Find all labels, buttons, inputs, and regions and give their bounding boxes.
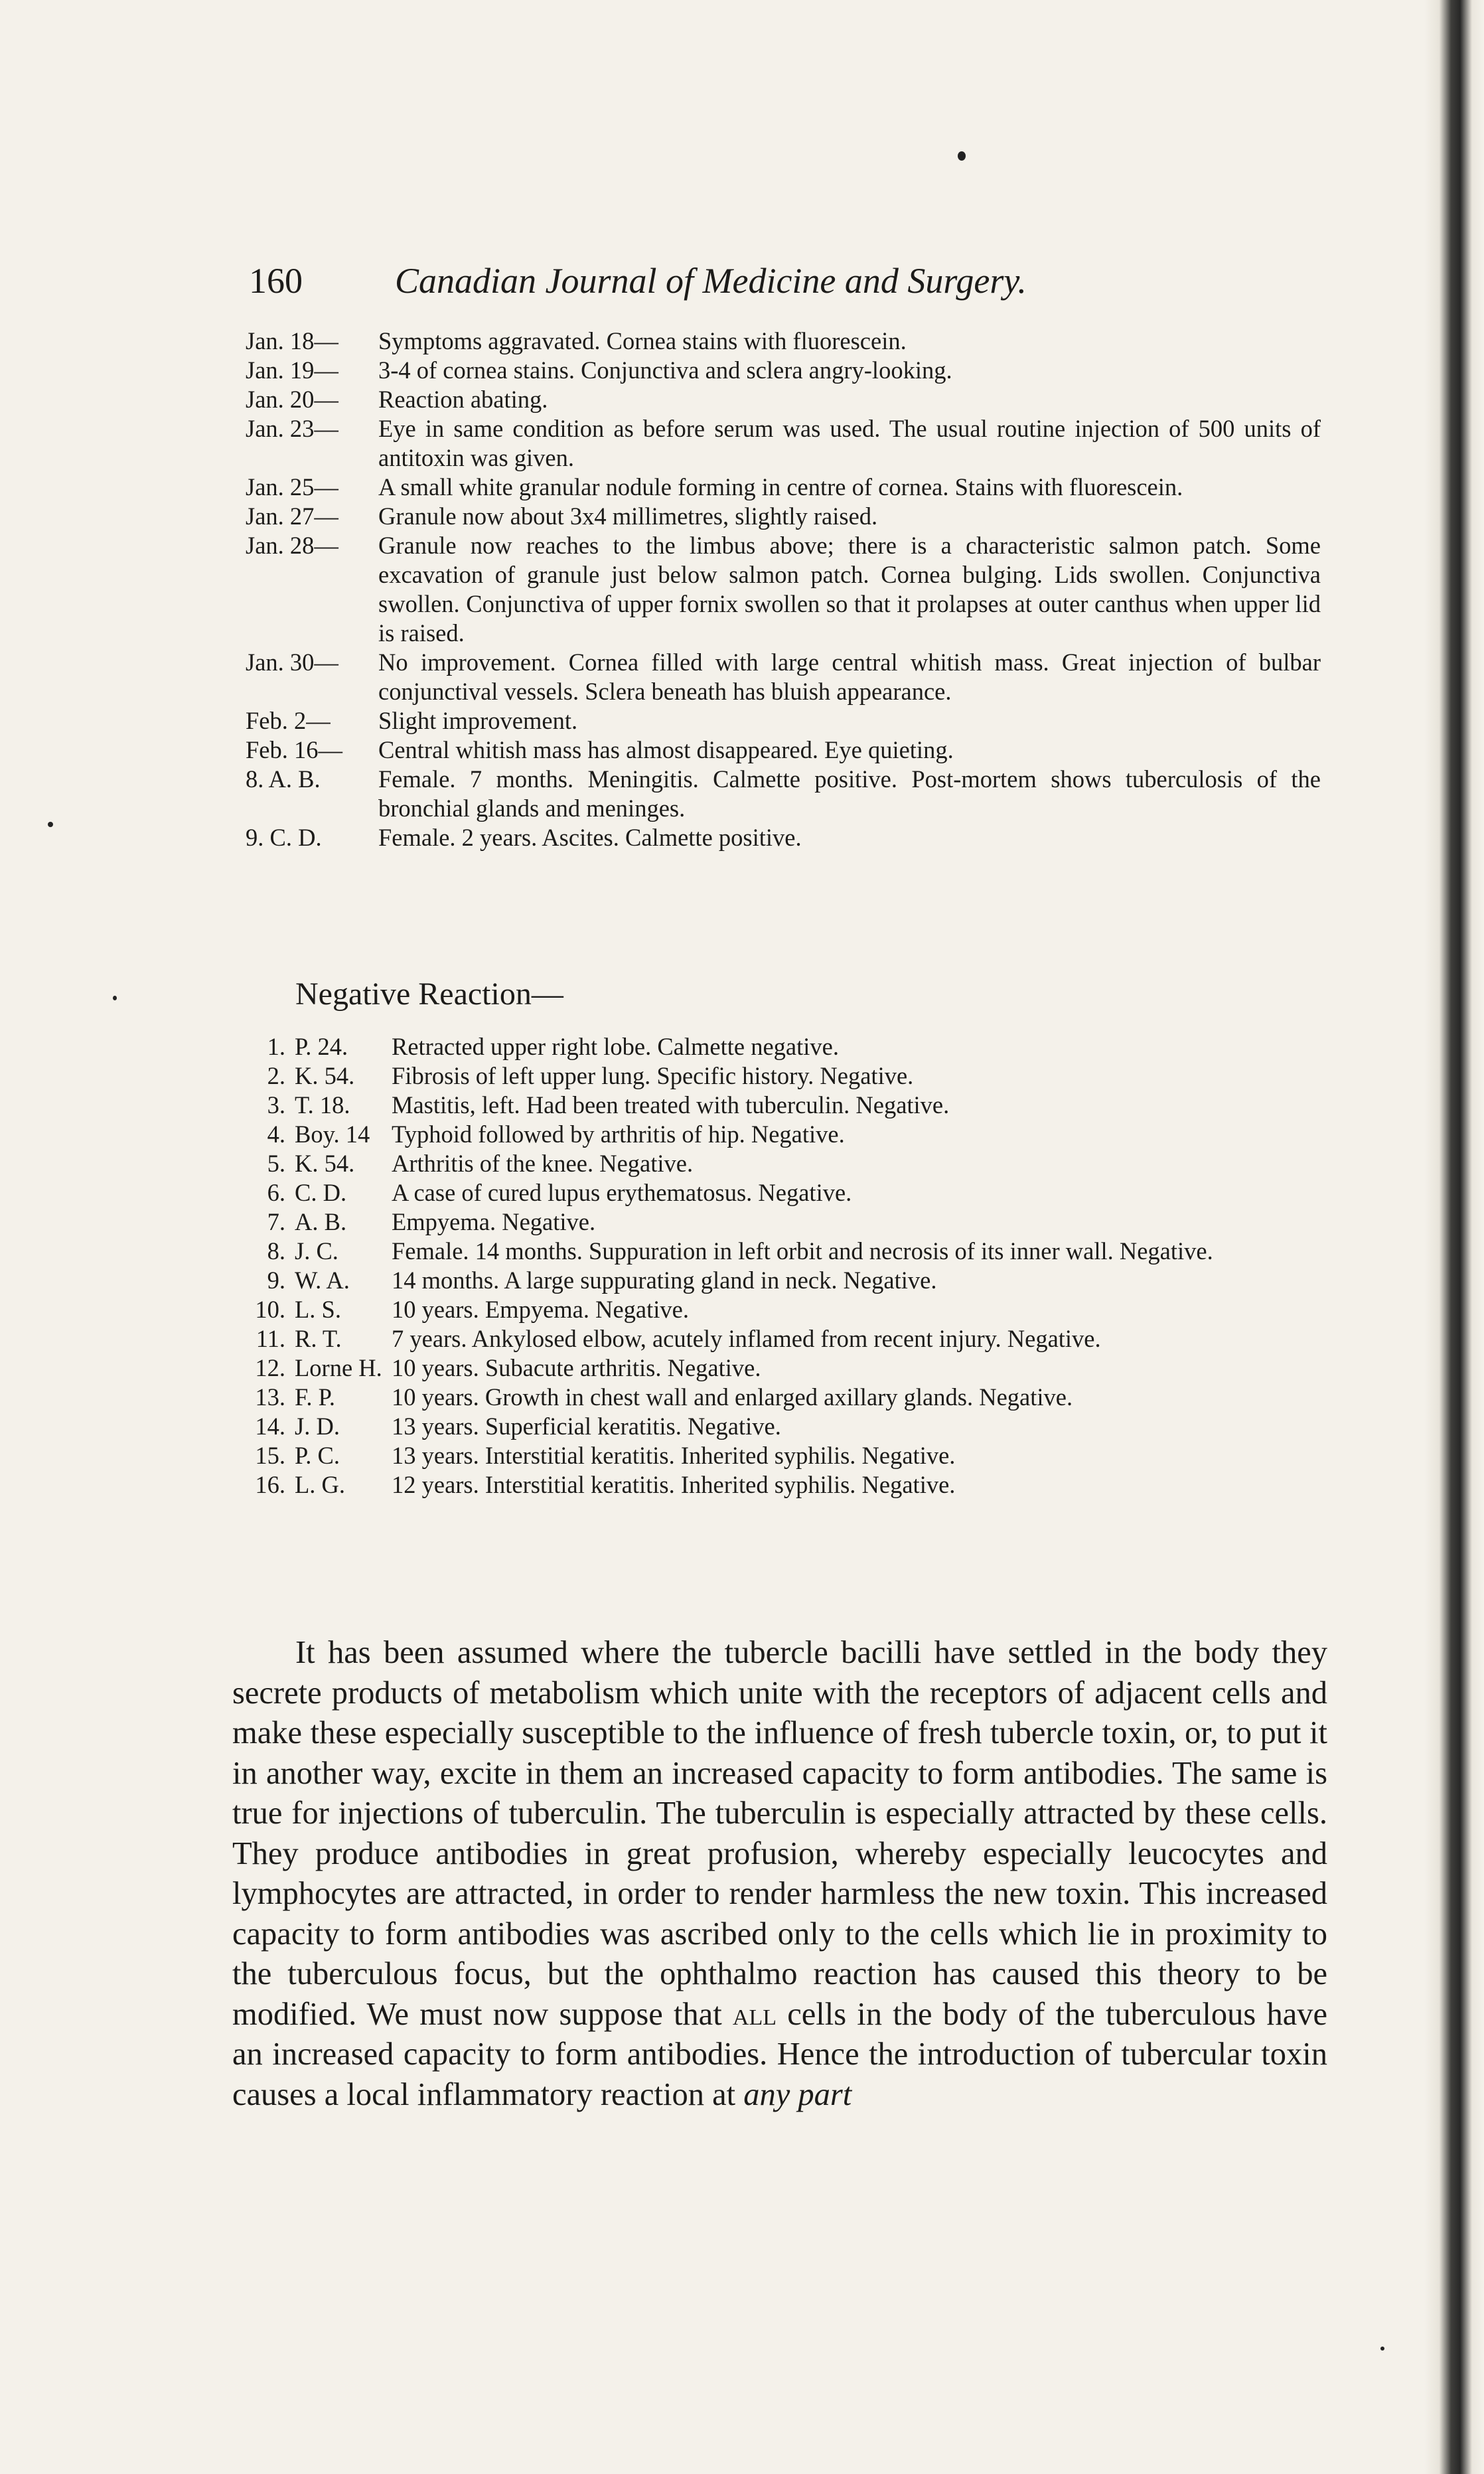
page-number: 160 [249,261,303,301]
journal-title: Canadian Journal of Medicine and Surgery. [395,261,1027,301]
negative-reaction-list [246,1032,1321,1500]
list-item: 14. J. D. 13 years. Superficial keratitis. Negative. [255,1413,781,1440]
body-paragraph: It has been assumed where the tubercle bacilli have settled in the body they secrete products of metabolism which unite with the receptors of adjacent cells and make these especially susceptible to the influence of fresh tubercle toxin, or, to put it in another way, excite in them an increased capacity to form antibodies. The same is true for injections of tuberculin. The tuberculin is especially attracted by these cells. They produce antibodies in great profusion, whereby especially leucocytes and lymphocytes are attracted, in order to render harmless the new toxin. This increased capacity to form antibodies was ascribed only to the cells which lie in proximity to the tuberculous focus, but the ophthalmo reaction has caused this theory to be modified. We must now suppose that all cells in the body of the tuberculous have an increased capacity to form antibodies. Hence the introduction of tubercular toxin causes a local inflammatory reaction at any part [232,1635,1328,2112]
list-item: 1. P. 24. Retracted upper right lobe. Calmette negative. [267,1033,839,1060]
list-item: 16. L. G. 12 years. Interstitial keratitis. Inherited syphilis. Negative. [255,1471,956,1498]
case-entry: Jan. 19— 3-4 of cornea stains. Conjunctiva and sclera angry-looking. [246,356,952,384]
case-entry: 8. A. B. Female. 7 months. Meningitis. Calmette positive. Post-mortem shows tuberculosis of the bronchial glands and meninges. [246,765,1321,822]
emphasis-any-part: any part [743,2076,852,2112]
list-item: 3. T. 18. Mastitis, left. Had been treated with tuberculin. Negative. [267,1091,950,1119]
running-header [249,258,1178,304]
list-item: 6. C. D. A case of cured lupus erythematosus. Negative. [267,1179,852,1206]
case-entry: Jan. 23— Eye in same condition as before serum was used. The usual routine injection of 500 units of antitoxin was given. [246,415,1321,471]
case-entry: Feb. 16— Central whitish mass has almost disappeared. Eye quieting. [246,736,954,763]
case-entry: Jan. 25— A small white granular nodule forming in centre of cornea. Stains with fluorescein. [246,473,1183,501]
list-item: 4. Boy. 14 Typhoid followed by arthritis of hip. Negative. [267,1121,845,1148]
list-item: 10. L. S. 10 years. Empyema. Negative. [255,1296,689,1323]
case-entry: Jan. 18— Symptoms aggravated. Cornea stains with fluorescein. [246,327,907,354]
list-item: 12. Lorne H. 10 years. Subacute arthritis. Negative. [255,1354,761,1381]
ink-speck [48,822,53,827]
case-entry: Jan. 27— Granule now about 3x4 millimetres, slightly raised. [246,503,878,530]
case-entry: Jan. 28— Granule now reaches to the limbus above; there is a characteristic salmon patch. Some excavation of granule just below salmon patch. Cornea bulging. Lids swollen. Conjunctiva swollen. Conjunctiva of upper fornix swollen so that it prolapses at outer canthus when upper lid is raised. [246,532,1321,647]
case-entry: 9. C. D. Female. 2 years. Ascites. Calmette positive. [246,824,802,851]
negative-reaction-heading: Negative Reaction— [295,976,563,1012]
ink-speck [113,996,117,1000]
list-item: 7. A. B. Empyema. Negative. [267,1208,596,1235]
ink-speck [958,151,966,161]
list-item: 11. R. T. 7 years. Ankylosed elbow, acutely inflamed from recent injury. Negative. [256,1325,1101,1352]
ink-speck [1380,2347,1384,2351]
list-item: 13. F. P. 10 years. Growth in chest wall and enlarged axillary glands. Negative. [255,1383,1073,1411]
emphasis-all: all [732,1996,777,2032]
case-entry: Jan. 30— No improvement. Cornea filled with large central whitish mass. Great injection of bulbar conjunctival vessels. Sclera beneath has bluish appearance. [246,649,1321,705]
list-item: 9. W. A. 14 months. A large suppurating gland in neck. Negative. [267,1267,937,1294]
page-edge-shadow [1424,0,1484,2474]
case-entries [246,327,1321,852]
case-entry: Jan. 20— Reaction abating. [246,386,548,413]
list-item: 15. P. C. 13 years. Interstitial keratitis. Inherited syphilis. Negative. [255,1442,956,1469]
list-item: 2. K. 54. Fibrosis of left upper lung. Specific history. Negative. [267,1062,914,1089]
list-item: 8. J. C. Female. 14 months. Suppuration in left orbit and necrosis of its inner wall. Negative. [267,1237,1213,1265]
list-item: 5. K. 54. Arthritis of the knee. Negative. [267,1150,694,1177]
case-entry: Feb. 2— Slight improvement. [246,707,578,734]
